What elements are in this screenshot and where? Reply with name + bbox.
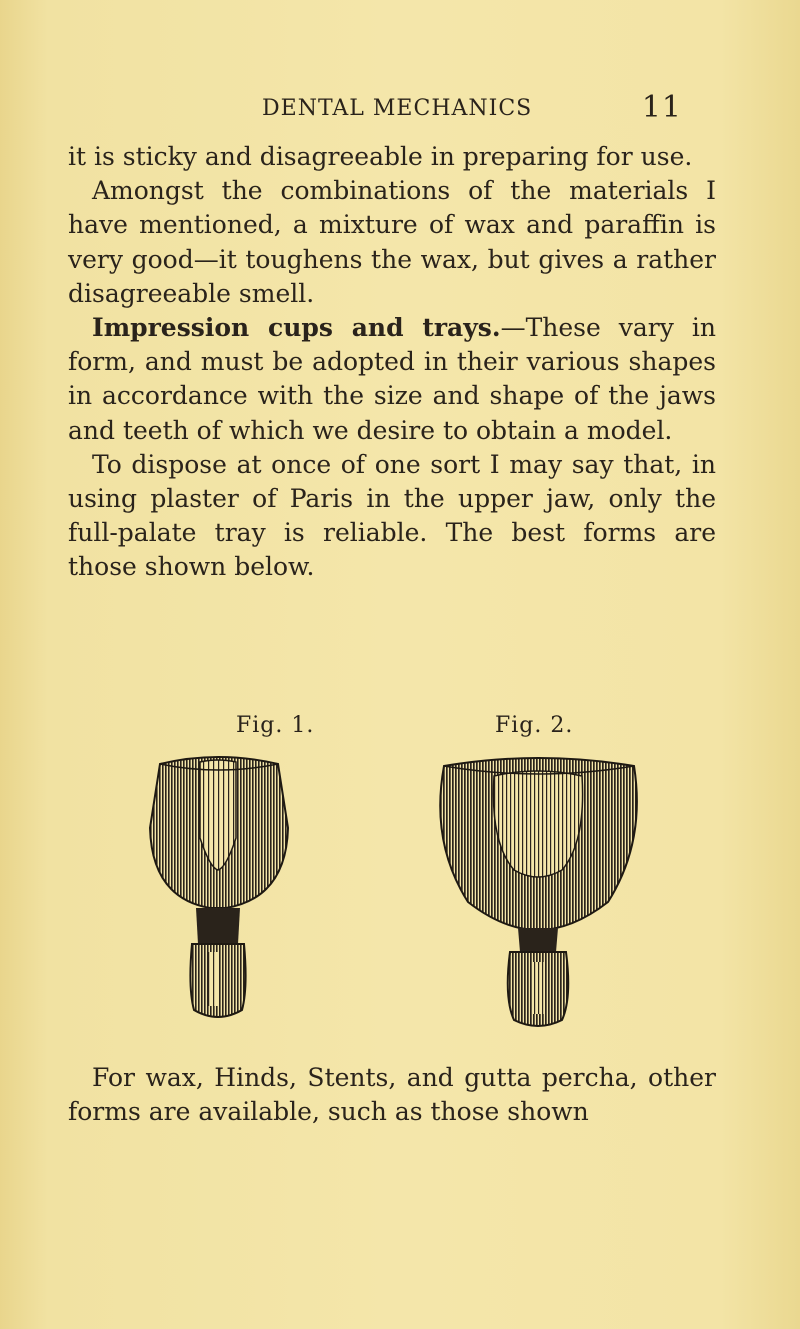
figure-2-palate-tray (422, 752, 654, 1028)
body-text (68, 140, 716, 585)
bottom-text (68, 1061, 716, 1129)
figure-2-caption: Fig. 2. (495, 713, 574, 738)
paragraph-2: Amongst the combinations of the materials I have mentioned, a mixture of wax and paraffin is very good—it toughens the wax, but gives a rather disagreeable smell. (68, 176, 716, 308)
paragraph-4: To dispose at once of one sort I may say that, in using plaster of Paris in the upper jaw, only the full-palate tray is reliable. The best forms are those shown below. (68, 449, 716, 582)
section-heading: Impression cups and trays. (92, 313, 501, 343)
paragraph-3 (68, 311, 716, 448)
paragraph-1: it is sticky and disagreeable in preparing for use. (68, 142, 693, 171)
paragraph-5: For wax, Hinds, Stents, and gutta percha, other forms are available, such as those shown (68, 1063, 716, 1127)
figure-1-caption: Fig. 1. (236, 713, 315, 738)
page-number: 11 (641, 90, 682, 125)
page-header (262, 90, 682, 126)
running-title: DENTAL MECHANICS (262, 96, 533, 121)
paragraph-3-body: —These vary in form, and must be adopted in their various shapes in accordance with the size and shape of the jaws and teeth of which we desire to obtain a model. (68, 313, 716, 445)
figure-1-impression-cup (138, 748, 298, 1028)
